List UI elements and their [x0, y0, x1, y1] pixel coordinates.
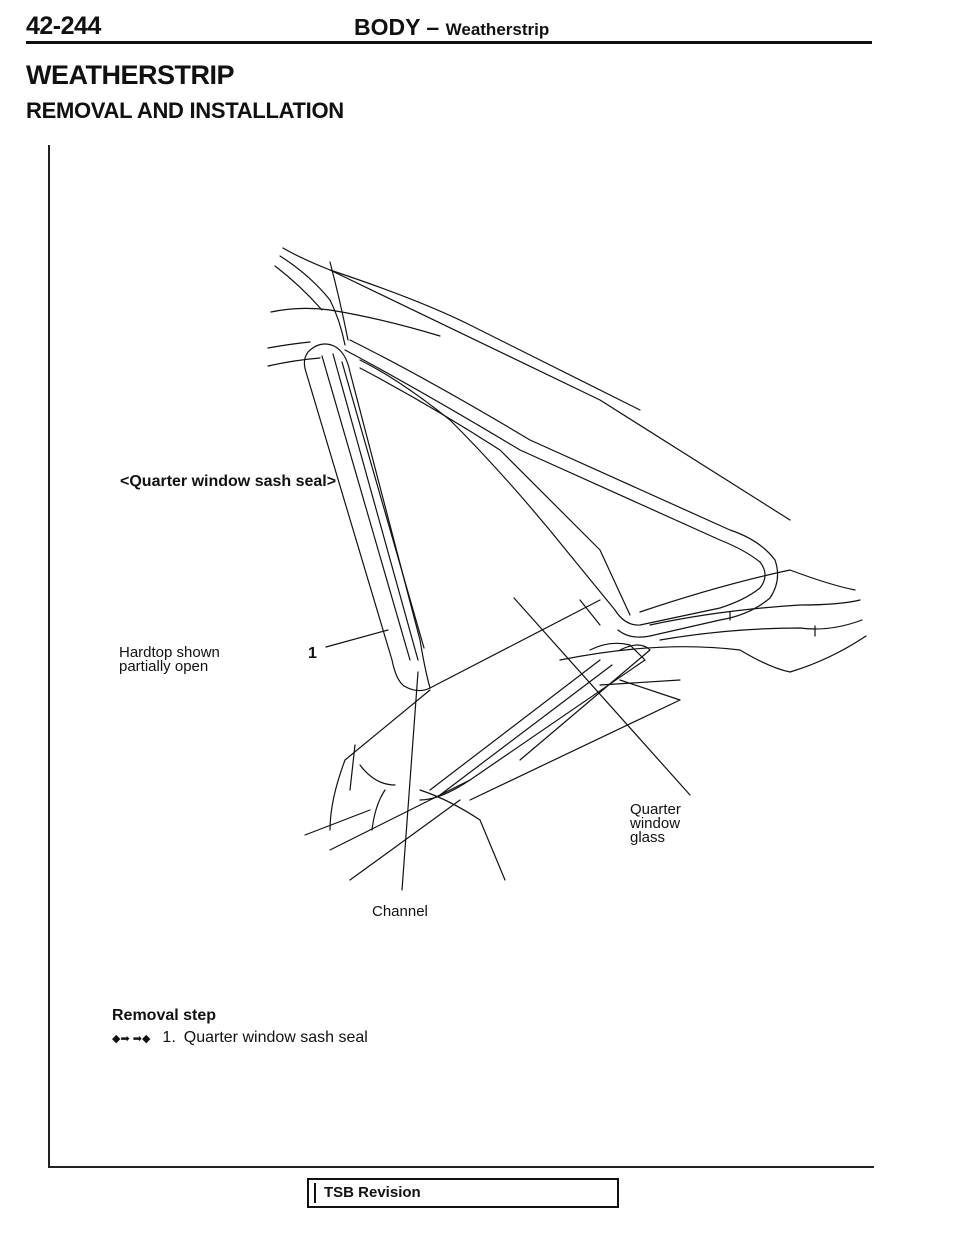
callout-number-1: 1 [308, 645, 317, 662]
hardtop-callout-line-2: partially open [119, 658, 209, 675]
deck-line-1 [640, 570, 855, 612]
hardtop-callout-line-1: Hardtop shown [119, 644, 220, 661]
body-lower-line [560, 636, 866, 672]
page-number: 42-244 [26, 12, 101, 40]
quarter-glass-callout [630, 803, 681, 845]
channel-upper [520, 645, 650, 760]
door-curve [360, 765, 395, 785]
channel-rail-inner [430, 660, 600, 790]
roof-stub-line-2 [268, 358, 320, 366]
removal-step-label: Quarter window sash seal [183, 1029, 368, 1046]
lower-trim [470, 680, 680, 800]
hardtop-callout [119, 646, 220, 674]
channel-callout: Channel [372, 903, 428, 920]
channel-rail-outer [420, 643, 645, 800]
tsb-revision-box [307, 1178, 619, 1208]
removal-installation-icons: ◆➡ ➡◆ [112, 1032, 151, 1045]
sash-seal-inner [304, 352, 404, 686]
roof-outer-edge [283, 248, 790, 520]
removal-step-item [112, 1029, 368, 1047]
leader-callout-1 [326, 630, 388, 647]
channel-rail-inner-2 [440, 665, 612, 795]
lower-panel-edge [420, 790, 505, 880]
view-label: <Quarter window sash seal> [120, 473, 337, 490]
lower-sill-1 [305, 810, 370, 835]
quarter-glass-callout-line-3: glass [630, 829, 666, 846]
quarter-glass-callout-line-2: window [630, 815, 681, 832]
removal-step-number: 1. [162, 1029, 176, 1046]
deck-line-3 [660, 620, 862, 640]
section-title: WEATHERSTRIP [26, 60, 234, 90]
glass-corner [580, 600, 600, 625]
section-subtitle: REMOVAL AND INSTALLATION [26, 98, 344, 123]
lower-sill-2 [330, 780, 470, 850]
header-section-name: BODY [354, 14, 421, 40]
roof-inner-line [330, 270, 640, 410]
leader-channel [402, 672, 418, 890]
quarter-frame-outer [350, 340, 778, 637]
door-front-edge-2 [350, 745, 355, 790]
sash-seal-rib-3 [342, 362, 424, 648]
header-subsection-name: Weatherstrip [445, 20, 550, 39]
glass-bottom-edge [430, 600, 600, 688]
removal-step-title: Removal step [112, 1007, 217, 1024]
sash-seal-rib-1 [322, 356, 410, 660]
quarter-glass-outline [345, 350, 765, 625]
roof-pillar-curve-2 [275, 266, 322, 310]
tsb-box-divider [314, 1183, 316, 1203]
quarter-glass-callout-line-1: Quarter [630, 801, 681, 818]
deck-line-2 [650, 600, 860, 625]
leader-quarter-glass [514, 598, 690, 795]
header-separator: – [420, 14, 446, 40]
roof-panel-line [271, 308, 440, 336]
tsb-revision-label: TSB Revision [324, 1184, 421, 1201]
roof-stub-line-1 [268, 342, 310, 348]
